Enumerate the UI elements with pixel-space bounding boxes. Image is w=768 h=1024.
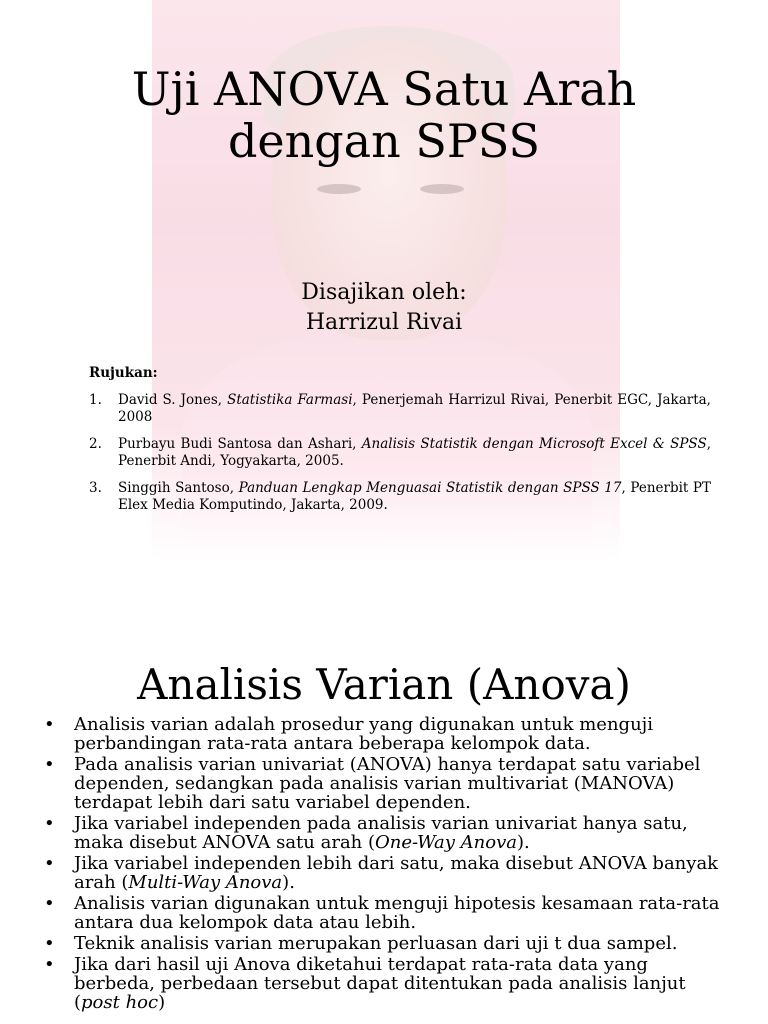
bullet-symbol: •	[44, 813, 55, 834]
reference-item	[89, 392, 711, 426]
slide-title: Analisis Varian (Anova)	[137, 659, 631, 709]
photo-left-eye	[317, 184, 361, 194]
bullet-symbol: •	[44, 853, 55, 874]
reference-item	[89, 480, 711, 514]
bullet-symbol: •	[44, 933, 55, 954]
bullet-italic-term: One-Way Anova	[375, 832, 518, 853]
reference-book-title: Statistika Farmasi	[227, 392, 353, 408]
photo-right-eye	[420, 184, 464, 194]
bullet-item	[40, 955, 730, 1012]
bullet-italic-term: post hoc	[81, 992, 159, 1013]
reference-book-title: Analisis Statistik dengan Microsoft Excel & SPSS	[361, 436, 707, 452]
anova-slide	[0, 560, 768, 1024]
bullet-symbol: •	[44, 893, 55, 914]
reference-author: Purbayu Budi Santosa dan Ashari,	[118, 436, 362, 452]
presented-by-label: Disajikan oleh:	[301, 280, 467, 305]
bullet-list	[40, 715, 730, 1014]
bullet-text-end: )	[158, 992, 166, 1013]
bullet-symbol: •	[44, 714, 55, 735]
slide-title	[0, 63, 768, 167]
bullet-symbol: •	[44, 954, 55, 975]
reference-book-title: Panduan Lengkap Menguasai Statistik dengan SPSS 17	[238, 480, 622, 496]
bullet-item	[40, 854, 730, 892]
reference-publisher: , Penerjemah Harrizul Rivai, Penerbit EGC, Jakarta, 2008	[118, 392, 711, 425]
bullet-item	[40, 934, 730, 953]
presenter-name: Harrizul Rivai	[305, 310, 463, 335]
slide-title-line-2: dengan SPSS	[227, 113, 541, 168]
bullet-text: Jika variabel independen lebih dari satu, maka disebut ANOVA banyak arah (	[74, 853, 719, 893]
references-heading: Rujukan:	[89, 365, 158, 381]
reference-author: Singgih Santoso,	[118, 480, 239, 496]
bullet-text-end: ).	[517, 832, 530, 853]
bullet-text: Pada analisis varian univariat (ANOVA) hanya terdapat satu variabel dependen, sedangkan pada analisis varian multivariat (MANOVA) terdapat lebih dari satu variabel dependen.	[74, 754, 701, 813]
bullet-italic-term: Multi-Way Anova	[128, 872, 283, 893]
bullet-text: Jika variabel independen pada analisis varian univariat hanya satu, maka disebut ANOVA satu arah (	[74, 813, 688, 853]
bullet-text: Jika dari hasil uji Anova diketahui terdapat rata-rata data yang berbeda, perbedaan tersebut dapat ditentukan pada analisis lanjut (	[74, 954, 686, 1013]
reference-author: David S. Jones,	[118, 392, 228, 408]
bullet-text: Teknik analisis varian merupakan perluasan dari uji t dua sampel.	[74, 933, 678, 954]
bullet-text: Analisis varian adalah prosedur yang digunakan untuk menguji perbandingan rata-rata antara beberapa kelompok data.	[74, 714, 653, 754]
presenter-block	[0, 278, 768, 338]
slide-title-line-1: Uji ANOVA Satu Arah	[131, 61, 637, 116]
reference-number: 1.	[89, 392, 102, 408]
references-list	[89, 392, 711, 514]
reference-number: 3.	[89, 480, 102, 496]
reference-number: 2.	[89, 436, 102, 452]
reference-publisher: , Penerbit Andi, Yogyakarta, 2005.	[118, 436, 711, 469]
reference-item	[89, 436, 711, 470]
reference-publisher: , Penerbit PT Elex Media Komputindo, Jakarta, 2009.	[118, 480, 711, 513]
bullet-symbol: •	[44, 754, 55, 775]
bullet-item	[40, 894, 730, 932]
bullet-item	[40, 715, 730, 753]
references-section	[89, 365, 711, 524]
bullet-text-end: ).	[282, 872, 295, 893]
bullet-text: Analisis varian digunakan untuk menguji hipotesis kesamaan rata-rata antara dua kelompok data atau lebih.	[74, 893, 720, 933]
bullet-item	[40, 755, 730, 812]
bullet-item	[40, 814, 730, 852]
